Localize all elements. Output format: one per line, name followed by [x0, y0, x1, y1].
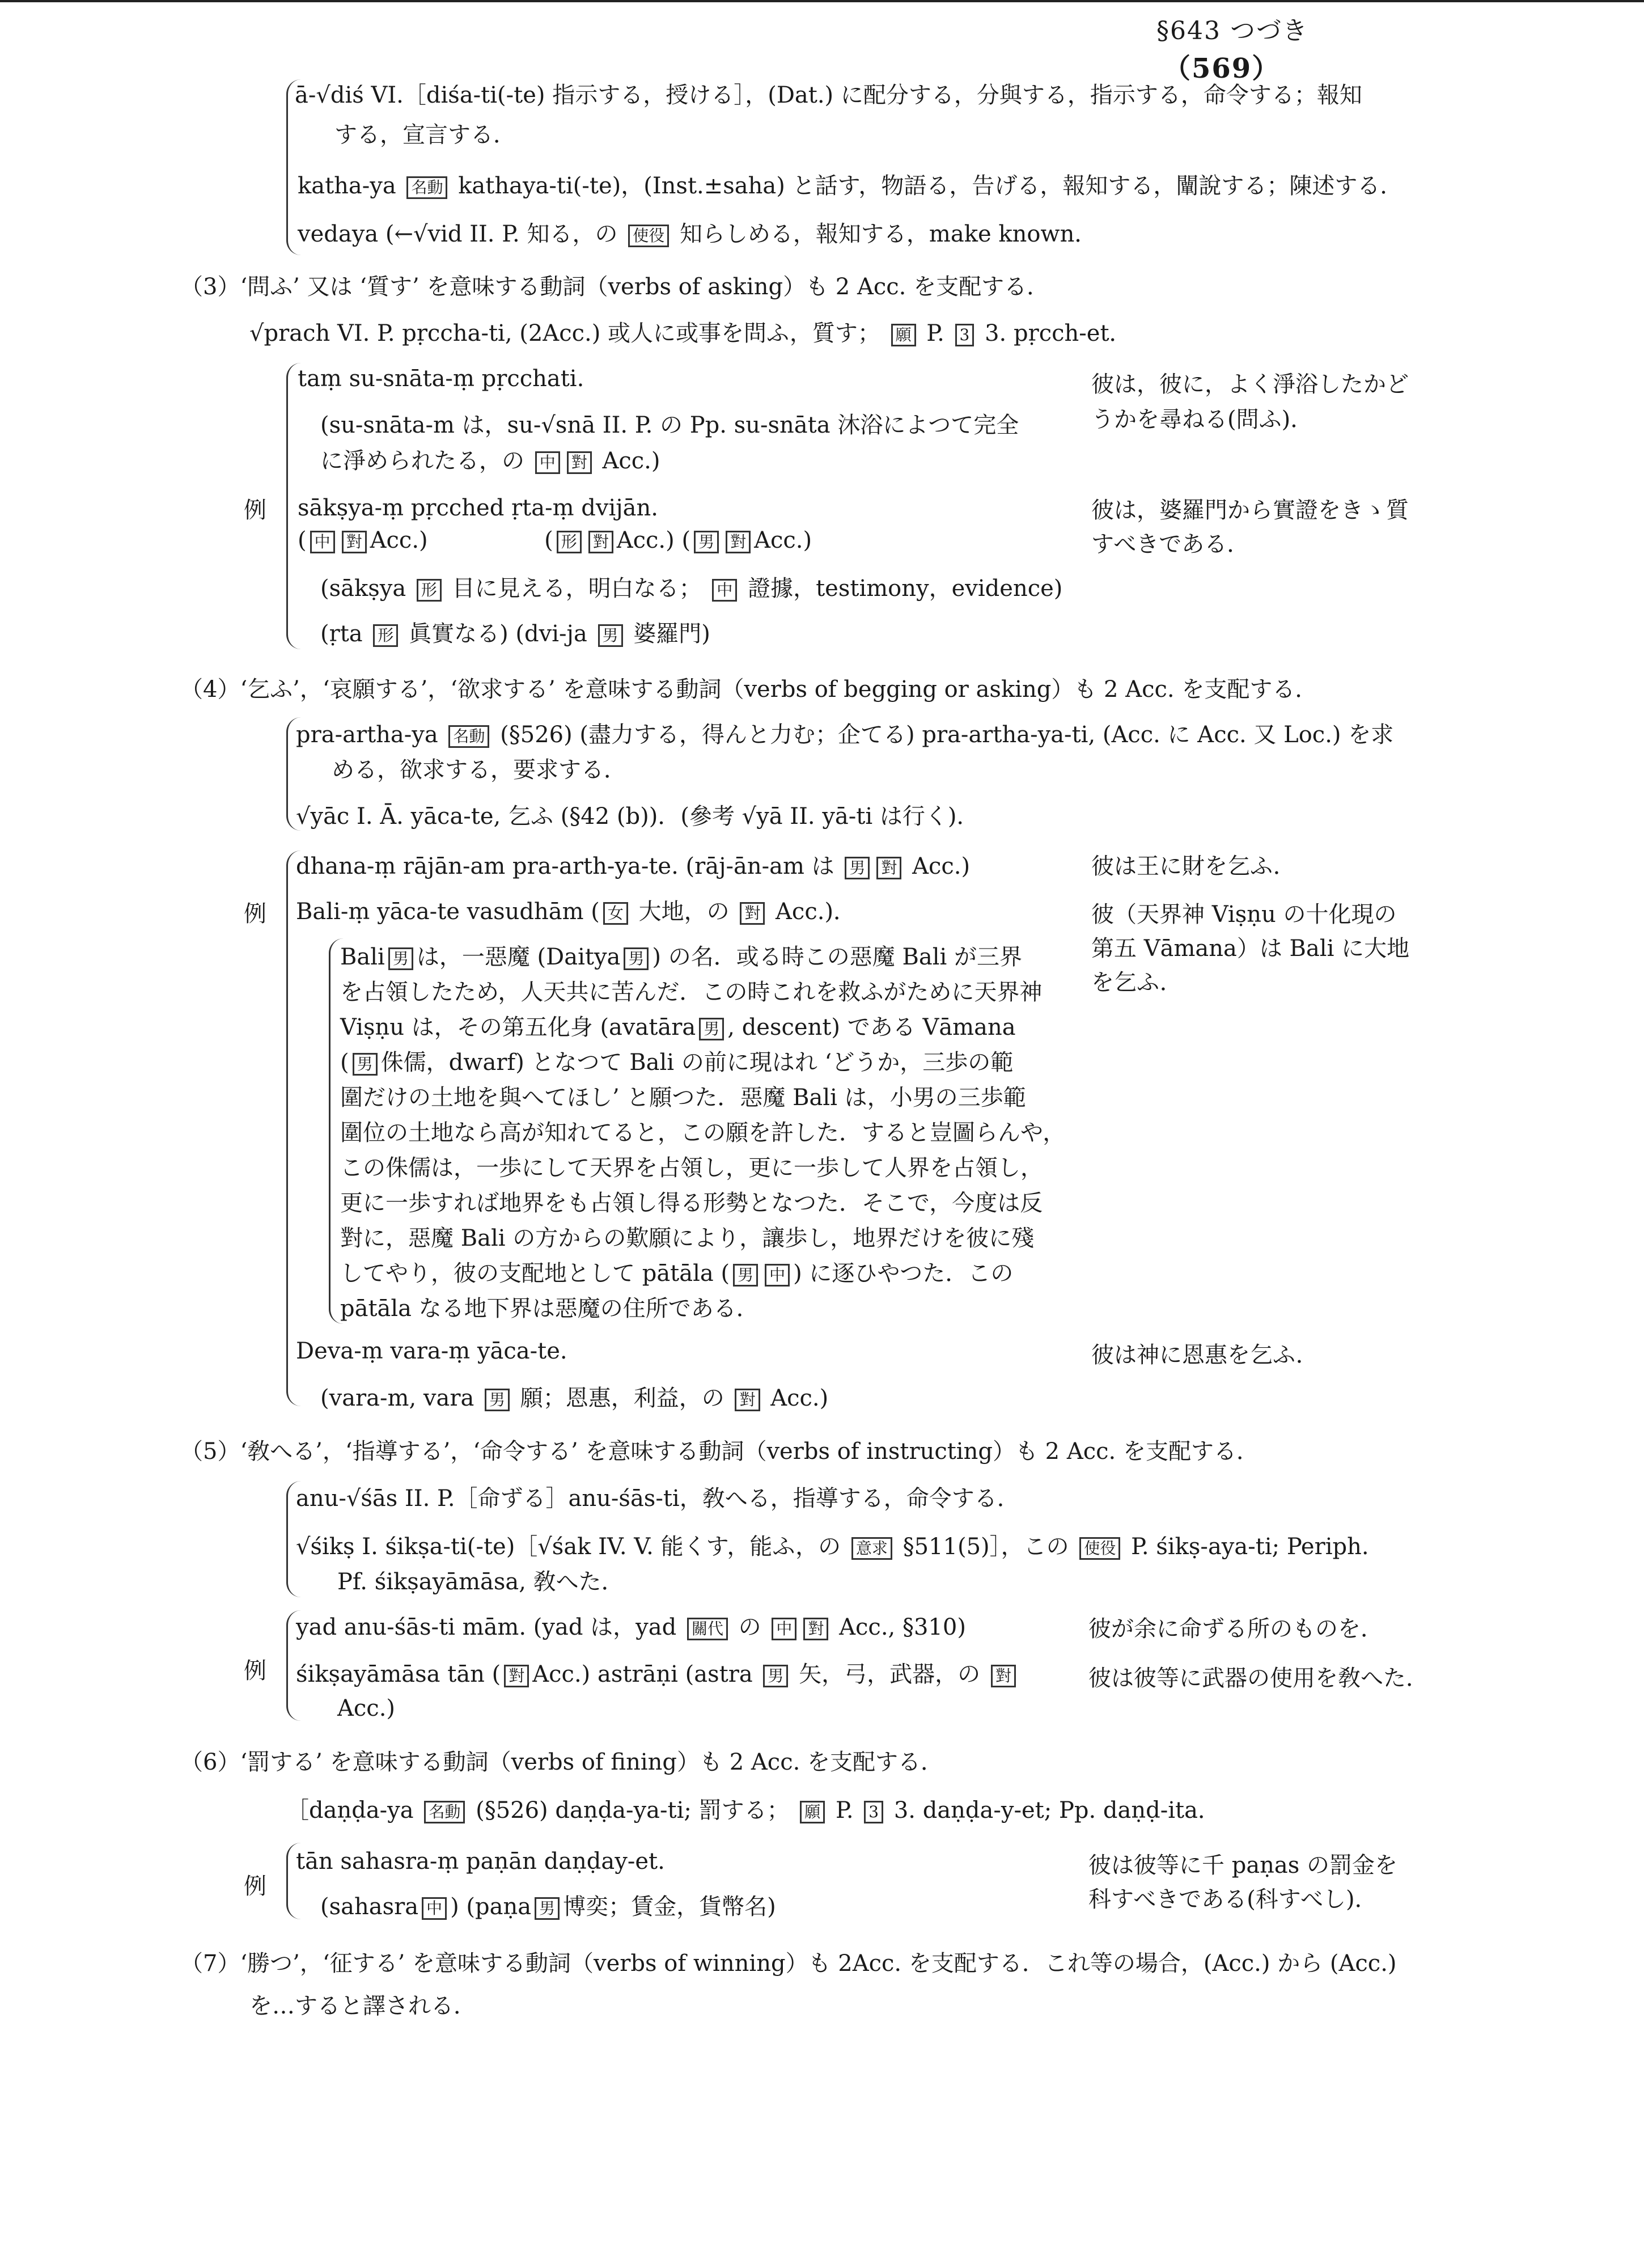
- bali-note-line-10: してやり，彼の支配地として pātāla ( 男 中 ) に逐ひやつた．この: [340, 1260, 1014, 1287]
- entry-a-dis-cont: する，宣言する．: [334, 122, 516, 148]
- vedaya-gloss: 知らしめる，報知する，make known．: [679, 221, 1098, 247]
- relative-pronoun-badge: 關代: [687, 1618, 728, 1640]
- example-marker-6: 例: [244, 1873, 266, 1899]
- section-7-cont: を…すると譯される．: [249, 1993, 476, 2019]
- s4-example-3: Deva-ṃ vara-ṃ yāca-te.: [296, 1338, 567, 1364]
- s3-note-2: (sākṣya 形 目に見える，明白なる； 中 證據，testimony，evidence): [320, 576, 1063, 602]
- section-5-heading: （5）‘敎へる’，‘指導する’，‘命令する’ を意味する動詞（verbs of instructing）も 2 Acc. を支配する．: [180, 1438, 1259, 1465]
- prach-c: 3. pṛcch-et．: [985, 320, 1132, 346]
- bali-note-line-7: この侏儒は，一歩にして天界を占領し，更に一歩して人界を占領し，: [340, 1155, 1043, 1181]
- section-3-heading: （3）‘問ふ’ 又は ‘質す’ を意味する動詞（verbs of asking）も 2 Acc. を支配する．: [180, 274, 1050, 300]
- s4-translation-2c: を乞ふ．: [1091, 970, 1183, 996]
- prach-b: P.: [926, 320, 944, 346]
- top-rule: [0, 0, 1644, 2]
- s4-translation-1: 彼は王に財を乞ふ．: [1091, 853, 1296, 879]
- kathaya-gloss: kathaya-ti(-te)，(Inst.±saha) と話す，物語る，告げる，報知する，闡說する；陳述する．: [458, 173, 1403, 199]
- bali-note-line-3: Viṣṇu は，その第五化身 (avatāra 男 , descent) である Vāmana: [340, 1014, 1016, 1040]
- bali-note-line-11: pātāla なる地下界は惡魔の住所である．: [340, 1296, 759, 1322]
- number-badge: 3: [955, 324, 974, 346]
- s3-translation-2: 彼は，婆羅門から實證をきゝ質: [1091, 497, 1409, 523]
- s3-note-1: (su-snāta-m は，su-√snā II. P. の Pp. su-snāta 沐浴によつて完全: [320, 412, 1019, 438]
- bali-note-line-2: を占領したため，人天共に苦んだ．この時これを救ふがために天界神: [340, 979, 1043, 1005]
- causative-badge: 使役: [628, 225, 669, 247]
- s4-example-1: dhana-ṃ rājān-am pra-arth-ya-te. (rāj-ān-am は 男 對 Acc.): [296, 853, 971, 879]
- entry-kathaya: [298, 170, 1403, 202]
- bali-note-line-4: ( 男 侏儒，dwarf) となつて Bali の前に現はれ ‘どうか，三歩の範: [340, 1050, 1014, 1076]
- s5-example-2-cont: Acc.): [337, 1695, 396, 1721]
- entry-yac: √yāc I. Ā. yāca-te, 乞ふ (§42 (b))．(參考 √yā II. yā-ti は行く)．: [296, 803, 980, 830]
- s3-example-2-gloss: ( 中 對 Acc.) ( 形 對 Acc.) ( 男 對 Acc.): [298, 527, 812, 553]
- s3-translation-1b: うかを尋ねる(問ふ)．: [1091, 407, 1313, 433]
- entry-dandaya: ［daṇḍa-ya 名動 (§526) daṇḍa-ya-ti; 罰する； 願 P. 3 3. daṇḍa-y-et; Pp. daṇḍ-ita．: [286, 1797, 1221, 1823]
- example-marker-5: 例: [244, 1658, 266, 1684]
- section-4-heading: （4）‘乞ふ’，‘哀願する’，‘欲求する’ を意味する動詞（verbs of begging or asking）も 2 Acc. を支配する．: [180, 676, 1318, 703]
- s4-translation-2: 彼（天界神 Viṣṇu の十化現の: [1091, 902, 1397, 928]
- optative-badge: 願: [891, 324, 916, 346]
- kathaya-stem: katha-ya: [298, 173, 396, 199]
- example-marker-4: 例: [244, 901, 266, 927]
- s3-translation-1: 彼は，彼に，よく淨浴したかど: [1091, 371, 1409, 397]
- s4-note-3: (vara-m, vara 男 願；恩惠，利益，の 對 Acc.): [320, 1385, 829, 1411]
- bali-note-line-6: 圍位の土地なら高が知れてると，この願を許した．すると豈圖らんや，: [340, 1120, 1066, 1146]
- s6-example: tān sahasra-ṃ paṇān daṇḍay-et.: [296, 1848, 665, 1875]
- section-7-heading: （7）‘勝つ’，‘征する’ を意味する動詞（verbs of winning）も 2Acc. を支配する．これ等の場合，(Acc.) から (Acc.): [180, 1950, 1397, 1977]
- s5-example-2: śikṣayāmāsa tān ( 對 Acc.) astrāṇi (astra 男 矢，弓，武器，の 對: [296, 1658, 1019, 1690]
- entry-siks-cont: Pf. śikṣayāmāsa, 敎へた．: [337, 1569, 624, 1595]
- vedaya-stem: vedaya (←√vid II. P. 知る，の: [298, 221, 618, 247]
- s5-translation-1: 彼が余に命ずる所のものを．: [1088, 1616, 1383, 1642]
- s4-translation-2b: 第五 Vāmana）は Bali に大地: [1091, 936, 1410, 962]
- page-number: （569）: [1163, 53, 1281, 84]
- s5-example-1: yad anu-śās-ti mām. (yad は，yad 關代 の 中 對 Acc., §310): [296, 1614, 966, 1640]
- s6-translation-b: 科すべきである(科すべし)．: [1088, 1886, 1378, 1912]
- running-header: [1156, 10, 1406, 84]
- root-prach: [249, 318, 1132, 349]
- brace-examples-4: [286, 850, 303, 1406]
- s3-example-2: sākṣya-ṃ pṛcched ṛta-ṃ dvijān.: [298, 495, 658, 521]
- entry-vedaya: [298, 218, 1097, 250]
- s5-translation-2: 彼は彼等に武器の使用を敎へた．: [1088, 1665, 1429, 1691]
- entry-prarthaya-cont: める，欲求する，要求する．: [332, 757, 626, 783]
- s3-translation-2b: すべきである．: [1091, 531, 1250, 557]
- s3-note-1-cont: に淨められたる，の 中 對 Acc.): [320, 448, 660, 474]
- s3-example-1: taṃ su-snāta-ṃ pṛcchati.: [298, 366, 584, 392]
- example-marker-3: 例: [244, 497, 266, 523]
- bali-note-line-8: 更に一歩すれば地界をも占領し得る形勢となつた．そこで，今度は反: [340, 1190, 1043, 1216]
- bali-note-line-1: Bali 男 は，一惡魔 (Daitya 男 ) の名．或る時この惡魔 Bali が三界: [340, 944, 1022, 970]
- bali-note-line-9: 對に，惡魔 Bali の方からの歎願により，讓歩し，地界だけを彼に殘: [340, 1225, 1035, 1251]
- header-section: §643 つづき: [1156, 16, 1308, 45]
- accusative-badge: 對: [567, 451, 592, 474]
- s3-note-3: (ṛta 形 眞實なる) (dvi-ja 男 婆羅門): [320, 621, 710, 647]
- section-6-heading: （6）‘罰する’ を意味する動詞（verbs of fining）も 2 Acc. を支配する．: [180, 1749, 944, 1775]
- entry-prarthaya: pra-artha-ya 名動 (§526) (盡力する，得んと力む；企てる) pra-artha-ya-ti, (Acc. に Acc. 又 Loc.) を求: [296, 722, 1394, 748]
- entry-siks: √śikṣ I. śikṣa-ti(-te)［√śak IV. V. 能くす，能ふ，の 意求 §511(5)］，この 使役 P. śikṣ-aya-ti; Periph.: [296, 1534, 1369, 1560]
- s6-translation: 彼は彼等に千 paṇas の罰金を: [1088, 1852, 1398, 1878]
- s4-translation-3: 彼は神に恩惠を乞ふ．: [1091, 1342, 1319, 1368]
- desiderative-badge: 意求: [851, 1537, 892, 1560]
- s6-note: (sahasra 中 ) (paṇa 男 博奕；賃金，貨幣名): [320, 1894, 776, 1920]
- neuter-badge: 中: [535, 451, 560, 474]
- bali-note-line-5: 圍だけの土地を與へてほし’ と願つた．惡魔 Bali は，小男の三歩範: [340, 1085, 1026, 1111]
- entry-anusas: anu-√śās II. P.［命ずる］anu-śās-ti，敎へる，指導する，命令する．: [296, 1486, 1020, 1512]
- entry-a-dis: ā-√diś VI.［diśa-ti(-te) 指示する，授ける］，(Dat.) に配分する，分與する，指示する，命令する；報知: [295, 82, 1362, 108]
- denominative-badge: 名動: [406, 176, 447, 199]
- s4-example-2: Bali-ṃ yāca-te vasudhām ( 女 大地，の 對 Acc.)．: [296, 899, 857, 925]
- prach-a: √prach VI. P. pṛccha-ti, (2Acc.) 或人に或事を問ふ，質す；: [249, 320, 880, 346]
